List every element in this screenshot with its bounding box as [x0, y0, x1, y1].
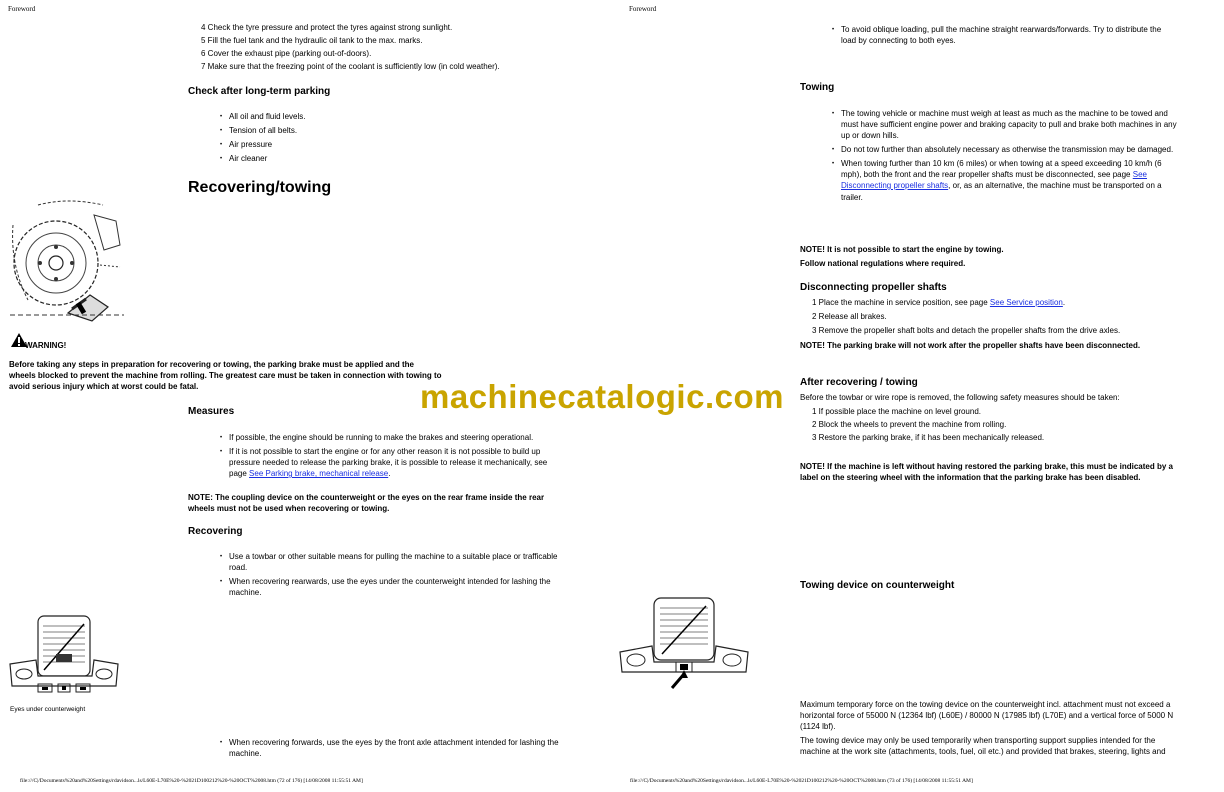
measures-line: • If it is not possible to start the engine or for any other reason it is not possible to build up — [229, 447, 541, 456]
check-item: • Air pressure — [220, 139, 305, 150]
after-heading: After recovering / towing — [800, 377, 918, 388]
step-6: 6 Cover the exhaust pipe (parking out-of-doors). — [201, 49, 372, 58]
recovering-list — [220, 551, 610, 601]
right-page-header: Foreword — [629, 5, 657, 13]
towing-line: trailer. — [841, 193, 863, 202]
towing-line: must have sufficient engine power and braking capacity to pull and brake both machines in any — [841, 120, 1177, 129]
check-item: • All oil and fluid levels. — [220, 111, 305, 122]
towing-list — [832, 108, 1216, 206]
top-line: • To avoid oblique loading, pull the machine straight rearwards/forwards. Try to distribute the — [841, 25, 1162, 34]
check-list — [220, 111, 305, 167]
temporary-use-text — [800, 735, 1166, 757]
note-line: wheels must not be used when recovering or towing. — [188, 504, 390, 513]
note-left-unrestored — [800, 461, 1173, 483]
recovering-line: machine. — [229, 749, 262, 758]
note-line: NOTE! If the machine is left without having restored the parking brake, this must be indicated by a — [800, 462, 1173, 471]
towing-item — [832, 158, 1216, 203]
step-5: 5 Fill the fuel tank and the hydraulic oil tank to the max. marks. — [201, 36, 423, 45]
note-line: label on the steering wheel with the information that the parking brake has been disabled. — [800, 473, 1141, 482]
right-page-footer: file:///C|/Documents%20and%20Settings/rdavidson...ls/L60E-L70E%20-%2021D100212%20-%20OCT%2008.htm (73 of 176) [14/08/2008 11:55:51 AM] — [630, 778, 973, 784]
note-line: NOTE: The coupling device on the counterweight or the eyes on the rear frame inside the rear — [188, 493, 545, 502]
recovering-item — [220, 576, 610, 598]
towing-line — [841, 169, 1216, 180]
recovering-line: • When recovering forwards, use the eyes by the front axle attachment intended for lashing the — [229, 738, 559, 747]
counterweight-eyes-illustration — [8, 612, 120, 704]
disconnecting-shafts-link-a[interactable]: See — [1132, 170, 1147, 179]
parking-brake-release-link[interactable]: See Parking brake, mechanical release — [249, 469, 389, 478]
towing-item: • Do not tow further than absolutely necessary as otherwise the transmission may be damaged. — [832, 144, 1216, 155]
temporary-line: The towing device may only be used temporarily when transporting support supplies intended for the — [800, 736, 1156, 745]
step-7: 7 Make sure that the freezing point of the coolant is sufficiently low (in cold weather). — [201, 62, 500, 71]
after-step: 1 If possible place the machine on level ground. — [812, 407, 981, 416]
towing-text: , or, as an alternative, the machine must be transported on a — [948, 181, 1162, 190]
recovering-heading: Recovering — [188, 526, 243, 537]
disconnect-step-3: 3 Remove the propeller shaft bolts and detach the propeller shafts from the drive axles. — [812, 326, 1121, 335]
measures-heading: Measures — [188, 406, 235, 417]
recovering-item — [220, 551, 610, 573]
warning-line: avoid serious injury which at worst could be fatal. — [9, 382, 199, 391]
measures-item: • If possible, the engine should be running to make the brakes and steering operational. — [220, 432, 600, 443]
measures-list — [220, 432, 600, 482]
towing-line: • The towing vehicle or machine must weigh at least as much as the machine to be towed and — [841, 109, 1168, 118]
disconnecting-shafts-link-b[interactable]: Disconnecting propeller shafts — [841, 181, 949, 190]
towing-text: mph), both the front and the rear propeller shafts must be disconnected, see page — [841, 170, 1131, 179]
max-force-text — [800, 699, 1173, 732]
disconnect-heading: Disconnecting propeller shafts — [800, 282, 947, 293]
warning-text — [9, 359, 442, 392]
after-intro: Before the towbar or wire rope is removed, the following safety measures should be taken: — [800, 393, 1120, 402]
left-page-footer: file:///C|/Documents%20and%20Settings/rdavidson...ls/L60E-L70E%20-%2021D100212%20-%20OCT%2008.htm (72 of 176) [14/08/2008 11:55:51 AM] — [20, 778, 363, 784]
force-line: horizontal force of 55000 N (12364 lbf) (L60E) / 80000 N (17985 lbf) (L70E) and a vertical force of 5000 N — [800, 711, 1174, 720]
recovering-line: • When recovering rearwards, use the eyes under the counterweight intended for lashing the — [229, 577, 551, 586]
recovering-line: • Use a towbar or other suitable means for pulling the machine to a suitable place or trafficable — [229, 552, 558, 561]
recovering-title: Recovering/towing — [188, 179, 332, 196]
top-line: load by connecting to both eyes. — [841, 36, 956, 45]
recovering-item — [220, 737, 610, 759]
measures-line — [229, 468, 600, 479]
after-steps — [812, 406, 1044, 443]
temporary-line: machine at the work site (attachments, tools, fuel, oil etc.) and provided that brakes, steering, lights and — [800, 747, 1166, 756]
step-4: 4 Check the tyre pressure and protect the tyres against strong sunlight. — [201, 23, 453, 32]
storage-steps — [201, 22, 500, 72]
recovering-list-2 — [220, 737, 610, 762]
force-line: (1124 lbf). — [800, 722, 836, 731]
warning-line: Before taking any steps in preparation for recovering or towing, the parking brake must be applied and the — [9, 360, 414, 369]
check-heading: Check after long-term parking — [188, 86, 331, 97]
warning-label: WARNING! — [25, 341, 67, 350]
disconnect-step-1 — [812, 297, 1120, 308]
towing-line: • When towing further than 10 km (6 miles) or when towing at a speed exceeding 10 km/h (6 — [841, 159, 1162, 168]
towing-item — [832, 108, 1216, 141]
top-item — [832, 24, 1212, 46]
figure-caption: Eyes under counterweight — [10, 706, 86, 713]
measures-line: pressure needed to release the parking brake, it is possible to release it mechanically, see — [229, 458, 548, 467]
towing-line: up or down hills. — [841, 131, 899, 140]
note-parking: NOTE! The parking brake will not work after the propeller shafts have been disconnected. — [800, 341, 1141, 350]
after-step: 2 Block the wheels to prevent the machine from rolling. — [812, 420, 1007, 429]
force-line: Maximum temporary force on the towing device on the counterweight incl. attachment must not exceed a — [800, 700, 1171, 709]
left-page-header: Foreword — [8, 5, 36, 13]
note-coupling — [188, 492, 544, 514]
after-step: 3 Restore the parking brake, if it has been mechanically released. — [812, 433, 1045, 442]
note-engine: NOTE! It is not possible to start the engine by towing. — [800, 245, 1004, 254]
period: . — [1062, 298, 1066, 307]
disconnect-step-2: 2 Release all brakes. — [812, 312, 887, 321]
disconnect-steps — [812, 297, 1120, 336]
towing-device-heading: Towing device on counterweight — [800, 580, 955, 591]
top-list — [832, 24, 1212, 49]
note-regulations: Follow national regulations where required. — [800, 259, 966, 268]
towing-line — [841, 180, 1216, 191]
recovering-line: machine. — [229, 588, 262, 597]
recovering-line: road. — [229, 563, 248, 572]
check-item: • Tension of all belts. — [220, 125, 305, 136]
towing-heading: Towing — [800, 82, 835, 93]
towing-device-illustration — [618, 594, 750, 690]
watermark-text: machinecatalogic.com — [420, 378, 784, 415]
service-position-link[interactable]: See Service position — [989, 298, 1063, 307]
wheel-chock-illustration — [8, 195, 126, 325]
warning-line: wheels blocked to prevent the machine from rolling. The greatest care must be taken in connection with towing to — [9, 371, 442, 380]
page-word: page — [229, 469, 247, 478]
step-text: 1 Place the machine in service position, see page — [812, 298, 988, 307]
check-item: • Air cleaner — [220, 153, 305, 164]
period: . — [388, 469, 391, 478]
measures-item — [220, 446, 600, 479]
